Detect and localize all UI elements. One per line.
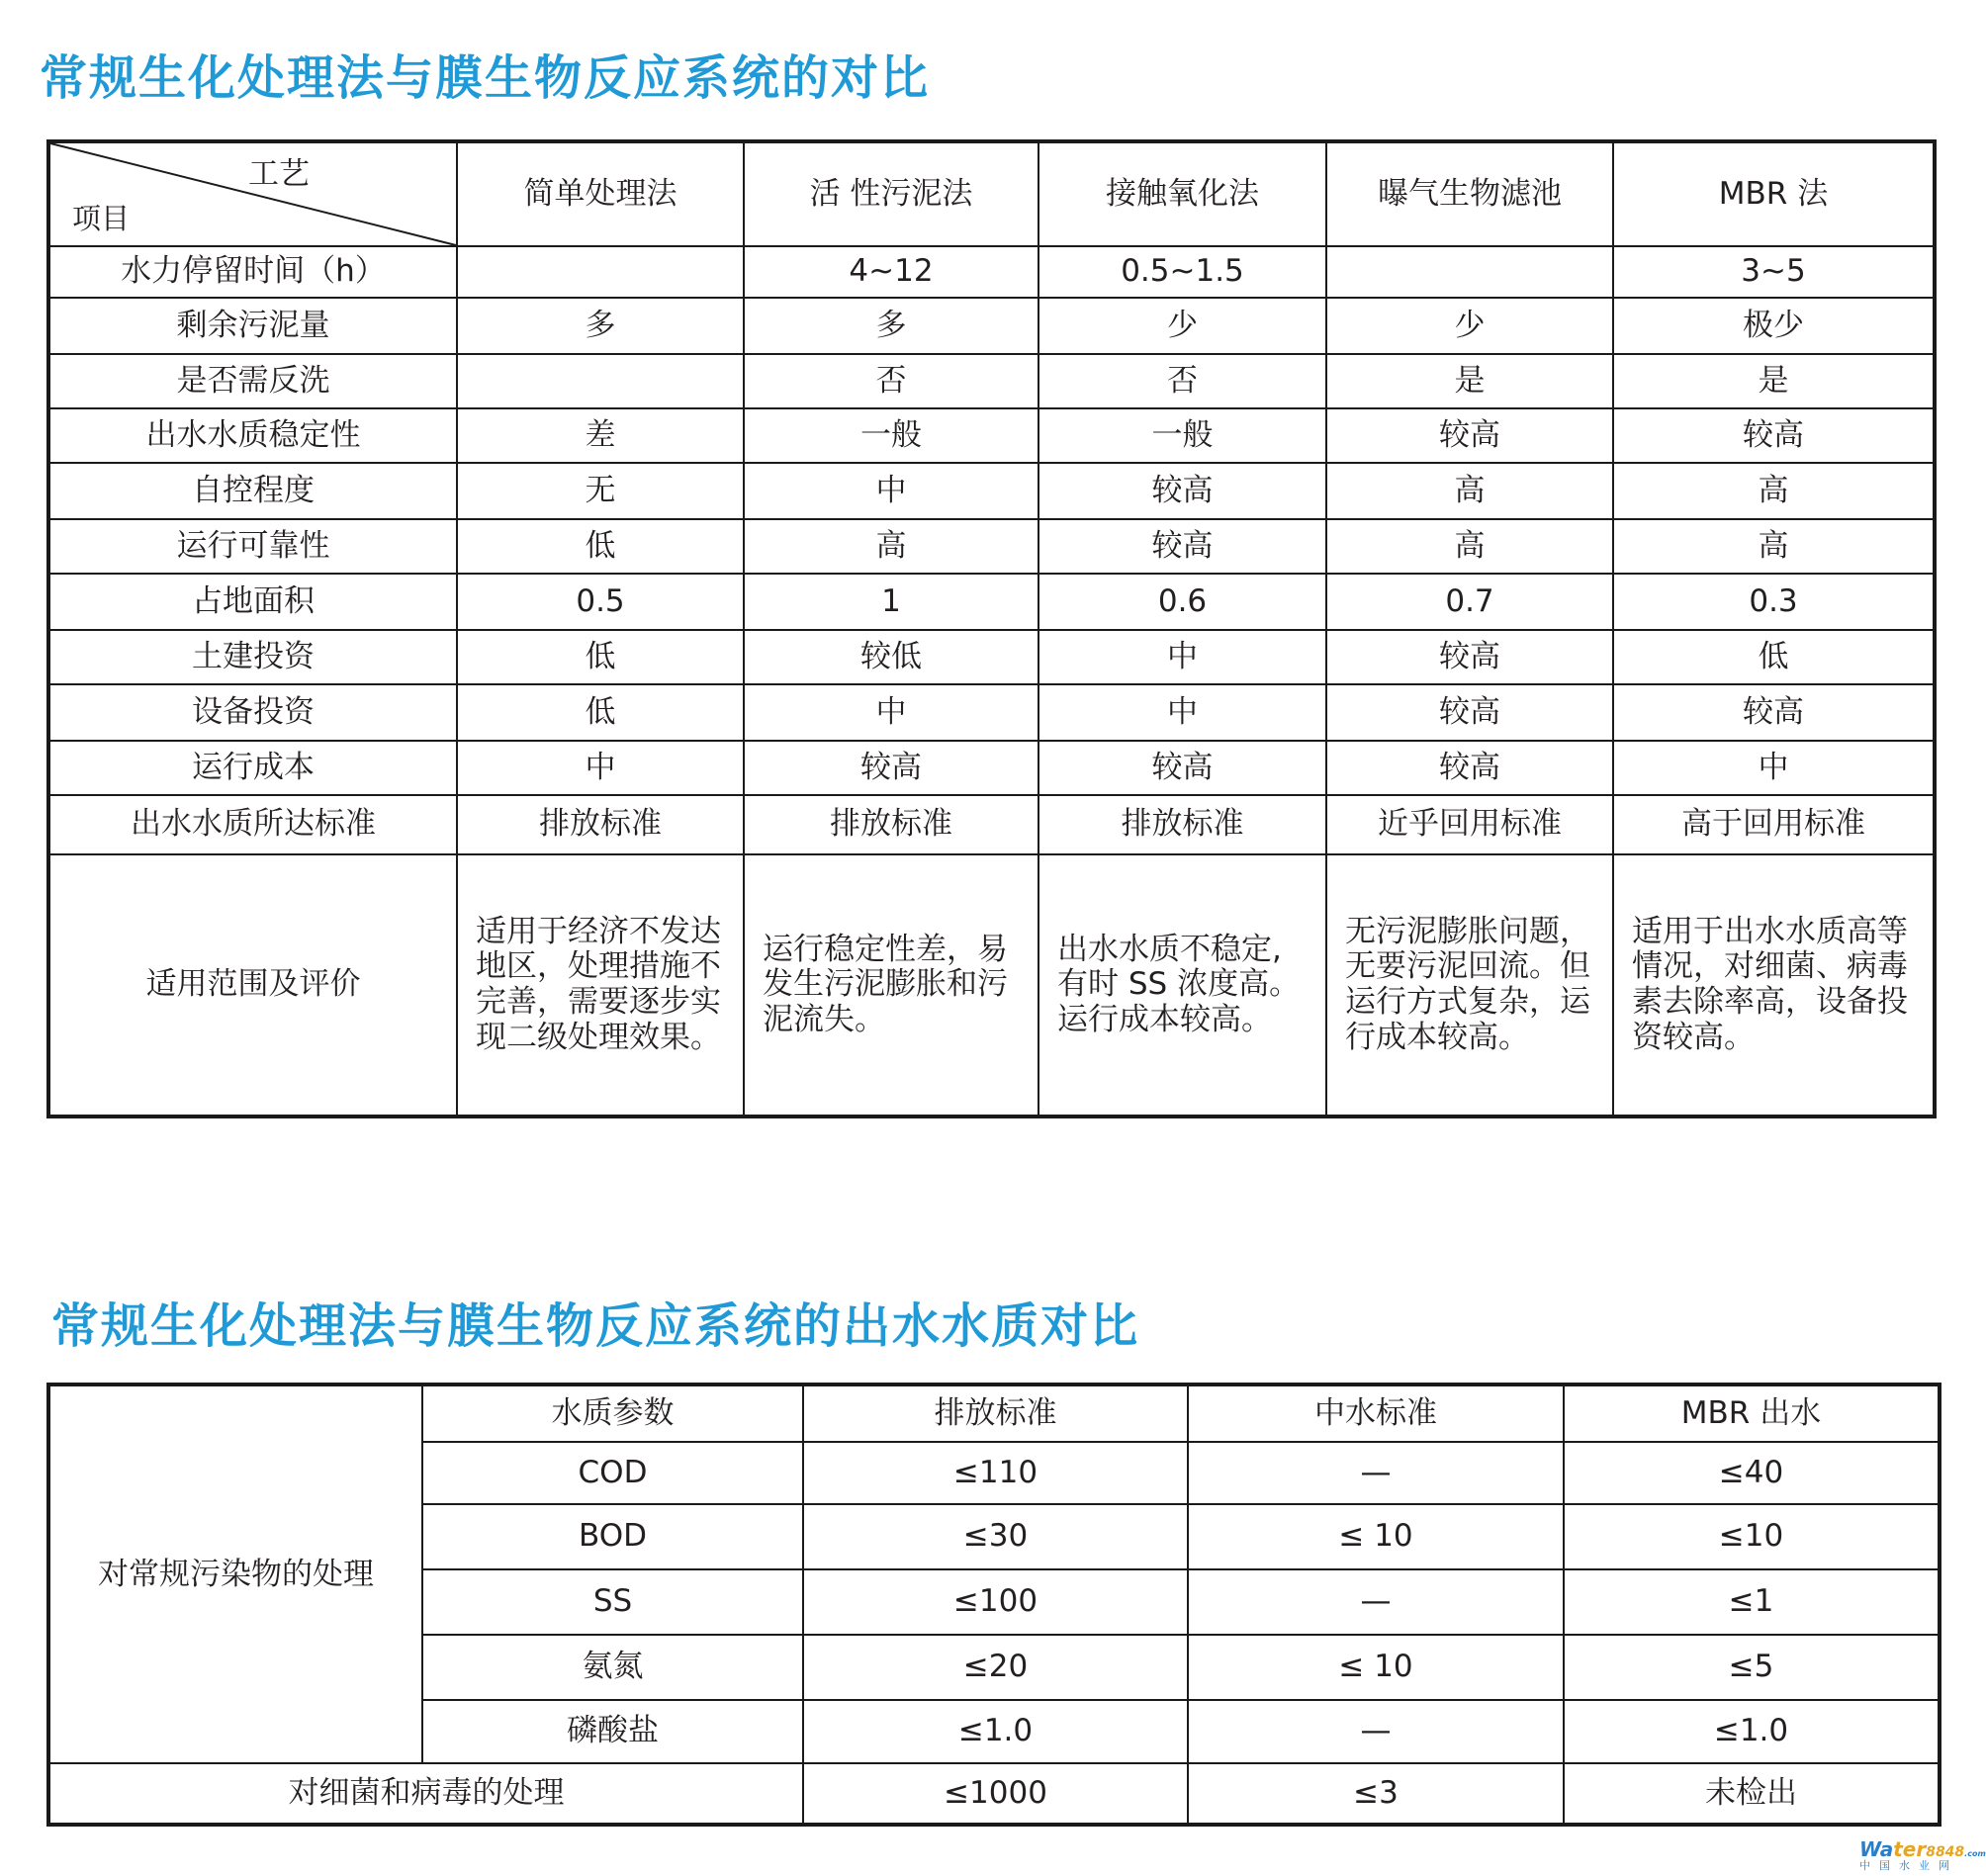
evaluation-cell: 无污泥膨胀问题，无要污泥回流。但运行方式复杂，运行成本较高。	[1326, 854, 1613, 1117]
table1-title: 常规生化处理法与膜生物反应系统的对比	[40, 50, 931, 106]
evaluation-cell: 适用于出水水质高等情况，对细菌、病毒素去除率高，设备投资较高。	[1613, 854, 1935, 1117]
table-cell: 较高	[1613, 684, 1935, 741]
table-cell: ≤1	[1564, 1569, 1940, 1635]
table-cell: 极少	[1613, 298, 1935, 354]
table-cell: ≤30	[803, 1504, 1188, 1569]
table-cell: 较高	[1613, 408, 1935, 463]
row-label: 自控程度	[48, 463, 457, 519]
table-cell	[457, 354, 744, 408]
site-watermark-logo	[1859, 1837, 1986, 1873]
logo-suffix: 8848	[1926, 1844, 1965, 1860]
table-cell: 是	[1326, 354, 1613, 408]
row-label: 剩余污泥量	[48, 298, 457, 354]
table-row	[48, 463, 1935, 519]
table-cell: ≤3	[1188, 1763, 1564, 1825]
table-cell: 一般	[1038, 408, 1326, 463]
table-cell: 排放标准	[1038, 795, 1326, 854]
column-header: 排放标准	[803, 1385, 1188, 1442]
parameter-cell: BOD	[422, 1504, 803, 1569]
table-cell: 一般	[744, 408, 1038, 463]
table2-header-row	[48, 1385, 1940, 1442]
table-cell: 高	[1613, 519, 1935, 574]
table2-title: 常规生化处理法与膜生物反应系统的出水水质对比	[51, 1298, 1140, 1354]
effluent-quality-table	[46, 1383, 1941, 1827]
parameter-cell: COD	[422, 1442, 803, 1504]
table-cell: 否	[744, 354, 1038, 408]
table-cell: ≤110	[803, 1442, 1188, 1504]
table-row	[48, 795, 1935, 854]
table-row	[48, 519, 1935, 574]
table-cell: 较高	[1038, 519, 1326, 574]
table-cell: 低	[457, 630, 744, 684]
table-cell: 较高	[1038, 741, 1326, 795]
column-header: 水质参数	[422, 1385, 803, 1442]
table-cell	[1326, 246, 1613, 298]
row-label: 土建投资	[48, 630, 457, 684]
column-header: 活 性污泥法	[744, 141, 1038, 246]
corner-label-item: 项目	[72, 201, 131, 235]
table-cell: 较低	[744, 630, 1038, 684]
row-label: 出水水质稳定性	[48, 408, 457, 463]
table1-header-row	[48, 141, 1935, 246]
table-row	[48, 298, 1935, 354]
table-row	[48, 408, 1935, 463]
table-cell: 多	[457, 298, 744, 354]
row-label: 运行成本	[48, 741, 457, 795]
table-cell: 较高	[1326, 741, 1613, 795]
table-cell: 中	[1038, 684, 1326, 741]
corner-header-cell	[48, 141, 457, 246]
table-cell: ≤100	[803, 1569, 1188, 1635]
table-cell: 0.7	[1326, 574, 1613, 630]
column-header: MBR 出水	[1564, 1385, 1940, 1442]
group-label-cell: 对常规污染物的处理	[48, 1385, 422, 1763]
table-cell: 近乎回用标准	[1326, 795, 1613, 854]
parameter-cell: SS	[422, 1569, 803, 1635]
table-cell: 排放标准	[457, 795, 744, 854]
row-label: 设备投资	[48, 684, 457, 741]
table-cell: 高	[1326, 463, 1613, 519]
row-label: 水力停留时间（h）	[48, 246, 457, 298]
table-cell: 较高	[1326, 630, 1613, 684]
row-label: 运行可靠性	[48, 519, 457, 574]
logo-word-b: ter	[1893, 1837, 1927, 1861]
table-cell: 无	[457, 463, 744, 519]
parameter-cell: 磷酸盐	[422, 1700, 803, 1763]
table-cell: 未检出	[1564, 1763, 1940, 1825]
table-cell: ≤10	[1564, 1504, 1940, 1569]
row-label: 适用范围及评价	[48, 854, 457, 1117]
parameter-cell: 氨氮	[422, 1635, 803, 1700]
table-cell: 是	[1613, 354, 1935, 408]
table-row	[48, 684, 1935, 741]
table-cell: ≤1000	[803, 1763, 1188, 1825]
footer-label-cell: 对细菌和病毒的处理	[48, 1763, 803, 1825]
table-cell: 少	[1326, 298, 1613, 354]
table-cell: 中	[744, 463, 1038, 519]
table-cell: ≤1.0	[1564, 1700, 1940, 1763]
table-cell: —	[1188, 1700, 1564, 1763]
table-cell: 中	[1613, 741, 1935, 795]
table-row	[48, 854, 1935, 1117]
table-cell: ≤ 10	[1188, 1635, 1564, 1700]
table-cell	[457, 246, 744, 298]
column-header: 简单处理法	[457, 141, 744, 246]
table-cell: 较高	[1326, 684, 1613, 741]
table-cell: 3~5	[1613, 246, 1935, 298]
process-comparison-table	[46, 139, 1937, 1118]
table-cell: 高	[1613, 463, 1935, 519]
table-cell: ≤5	[1564, 1635, 1940, 1700]
table-cell: 中	[457, 741, 744, 795]
table-cell: 4~12	[744, 246, 1038, 298]
table-cell: ≤20	[803, 1635, 1188, 1700]
table-cell: 高	[744, 519, 1038, 574]
table-cell: 低	[457, 519, 744, 574]
table-row	[48, 354, 1935, 408]
table-cell: 0.6	[1038, 574, 1326, 630]
table-cell: —	[1188, 1569, 1564, 1635]
corner-label-process: 工艺	[248, 156, 310, 192]
table-cell: 较高	[1326, 408, 1613, 463]
table-cell: ≤ 10	[1188, 1504, 1564, 1569]
table-cell: 多	[744, 298, 1038, 354]
table-row	[48, 246, 1935, 298]
logo-word-a: Wa	[1859, 1837, 1894, 1861]
logo-tagline: 中国水业网	[1859, 1859, 1958, 1872]
table-row	[48, 741, 1935, 795]
table-cell: 高	[1326, 519, 1613, 574]
table-row	[48, 574, 1935, 630]
table-cell: —	[1188, 1442, 1564, 1504]
column-header: 中水标准	[1188, 1385, 1564, 1442]
table-cell: 否	[1038, 354, 1326, 408]
table-cell: 差	[457, 408, 744, 463]
table-cell: 较高	[744, 741, 1038, 795]
row-label: 是否需反洗	[48, 354, 457, 408]
evaluation-cell: 运行稳定性差，易发生污泥膨胀和污泥流失。	[744, 854, 1038, 1117]
column-header: 接触氧化法	[1038, 141, 1326, 246]
row-label: 出水水质所达标准	[48, 795, 457, 854]
table-cell: ≤40	[1564, 1442, 1940, 1504]
table-cell: 少	[1038, 298, 1326, 354]
table-row-footer	[48, 1763, 1940, 1825]
table-cell: ≤1.0	[803, 1700, 1188, 1763]
row-label: 占地面积	[48, 574, 457, 630]
table-cell: 较高	[1038, 463, 1326, 519]
table-row	[48, 630, 1935, 684]
column-header: 曝气生物滤池	[1326, 141, 1613, 246]
evaluation-cell: 出水水质不稳定,有时 SS 浓度高。运行成本较高。	[1038, 854, 1326, 1117]
table-cell: 0.5	[457, 574, 744, 630]
table-cell: 低	[457, 684, 744, 741]
table-cell: 0.5~1.5	[1038, 246, 1326, 298]
table-cell: 中	[1038, 630, 1326, 684]
table-cell: 排放标准	[744, 795, 1038, 854]
table-cell: 低	[1613, 630, 1935, 684]
evaluation-cell: 适用于经济不发达地区，处理措施不完善，需要逐步实现二级处理效果。	[457, 854, 744, 1117]
table-cell: 中	[744, 684, 1038, 741]
table-cell: 0.3	[1613, 574, 1935, 630]
table-cell: 1	[744, 574, 1038, 630]
logo-domain: .com	[1964, 1849, 1986, 1858]
table-cell: 高于回用标准	[1613, 795, 1935, 854]
column-header: MBR 法	[1613, 141, 1935, 246]
